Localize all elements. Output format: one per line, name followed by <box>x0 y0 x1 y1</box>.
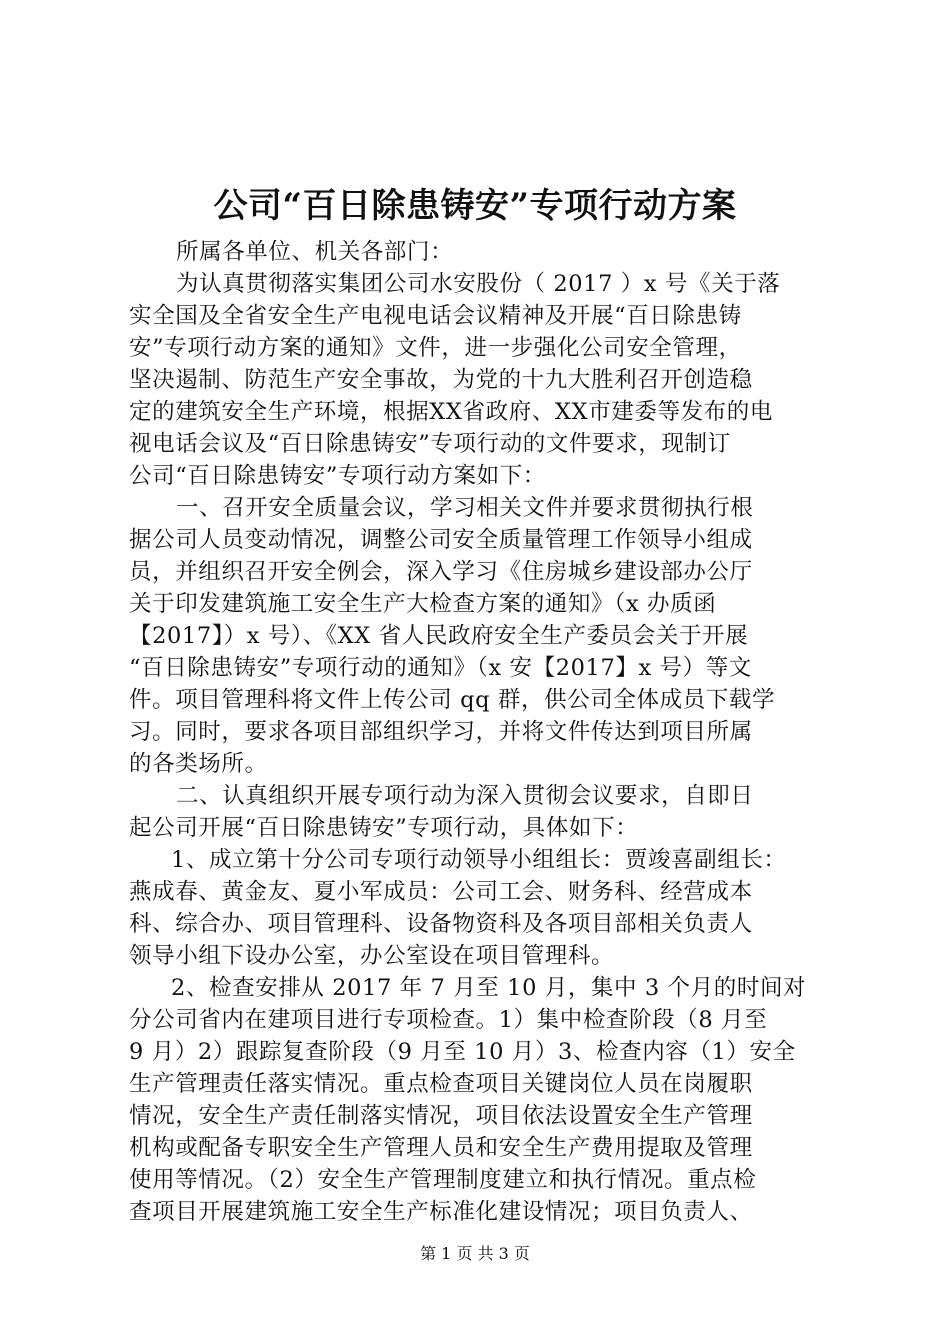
paragraph-line: 据公司人员变动情况，调整公司安全质量管理工作领导小组成 <box>129 527 753 553</box>
paragraph-line: 燕成春、黄金友、夏小军成员：公司工会、财务科、经营成本 <box>129 879 753 905</box>
paragraph-line: 二、认真组织开展专项行动为深入贯彻会议要求，自即日 <box>176 783 754 809</box>
page-number-footer: 第 1 页 共 3 页 <box>420 1244 530 1263</box>
document-title: 公司“百日除患铸安”专项行动方案 <box>213 186 737 226</box>
paragraph-line: 件。项目管理科将文件上传公司 qq 群，供公司全体成员下载学 <box>129 687 776 713</box>
paragraph-line: 机构或配备专职安全生产管理人员和安全生产费用提取及管理 <box>129 1135 753 1161</box>
paragraph-line: 9 月）2）跟踪复查阶段（9 月至 10 月）3、检查内容（1）安全 <box>129 1039 796 1065</box>
paragraph-line: 使用等情况。（2）安全生产管理制度建立和执行情况。重点检 <box>129 1167 757 1193</box>
paragraph-line: 查项目开展建筑施工安全生产标准化建设情况；项目负责人、 <box>129 1199 753 1225</box>
paragraph-line: 员，并组织召开安全例会，深入学习《住房城乡建设部办公厅 <box>129 559 753 585</box>
paragraph-line: 视电话会议及“百日除患铸安”专项行动的文件要求，现制订 <box>129 431 731 457</box>
paragraph-line: 习。同时，要求各项目部组织学习，并将文件传达到项目所属 <box>129 719 753 745</box>
paragraph-line: 关于印发建筑施工安全生产大检查方案的通知》（x 办质函 <box>129 591 717 617</box>
paragraph-line: 定的建筑安全生产环境，根据XX省政府、XX市建委等发布的电 <box>129 399 773 425</box>
paragraph-line: 实全国及全省安全生产电视电话会议精神及开展“百日除患铸 <box>129 303 742 329</box>
paragraph-line: 一、召开安全质量会议，学习相关文件并要求贯彻执行根 <box>176 495 754 521</box>
paragraph-line: 领导小组下设办公室，办公室设在项目管理科。 <box>129 943 615 969</box>
document-body <box>129 236 833 1228</box>
paragraph-line: 生产管理责任落实情况。重点检查项目关键岗位人员在岗履职 <box>129 1071 753 1097</box>
paragraph-line: 安”专项行动方案的通知》文件，进一步强化公司安全管理， <box>129 335 742 361</box>
paragraph-line: 情况，安全生产责任制落实情况，项目依法设置安全生产管理 <box>129 1103 753 1129</box>
paragraph-line: 所属各单位、机关各部门： <box>176 239 454 265</box>
paragraph-line: 1、成立第十分公司专项行动领导小组组长：贾竣喜副组长： <box>171 847 787 873</box>
paragraph-line: 坚决遏制、防范生产安全事故，为党的十九大胜利召开创造稳 <box>129 367 753 393</box>
paragraph-line: 分公司省内在建项目进行专项检查。1）集中检查阶段（8 月至 <box>129 1007 768 1033</box>
paragraph-line: 科、综合办、项目管理科、设备物资科及各项目部相关负责人 <box>129 911 753 937</box>
paragraph-line: 公司“百日除患铸安”专项行动方案如下： <box>129 463 546 489</box>
paragraph-line: “百日除患铸安”专项行动的通知》（x 安【2017】x 号）等文 <box>129 655 752 681</box>
paragraph-line: 的各类场所。 <box>129 751 268 777</box>
paragraph-line: 为认真贯彻落实集团公司水安股份（ 2017 ）x 号《关于落 <box>176 271 781 297</box>
paragraph-line: 2、检查安排从 2017 年 7 月至 10 月，集中 3 个月的时间对 <box>171 975 807 1001</box>
paragraph-line: 【2017】）x 号）、《XX 省人民政府安全生产委员会关于开展 <box>129 623 749 649</box>
paragraph-line: 起公司开展“百日除患铸安”专项行动，具体如下： <box>129 815 639 841</box>
